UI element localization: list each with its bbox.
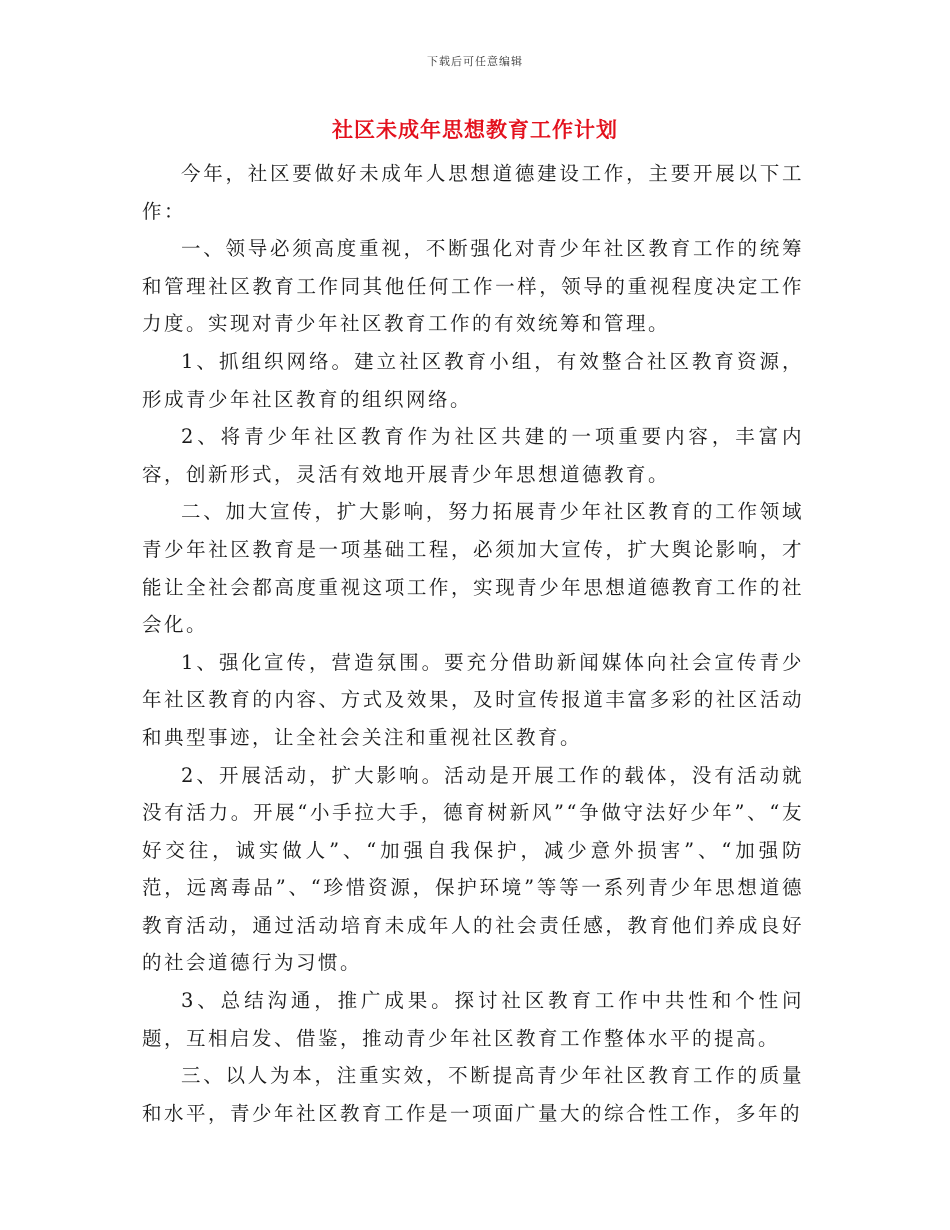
paragraph-item-2-1: 1、强化宣传，营造氛围。要充分借助新闻媒体向社会宣传青少年社区教育的内容、方式及效果，及时宣传报道丰富多彩的社区活动和典型事迹，让全社会关注和重视社区教育。: [142, 650, 804, 749]
paragraph-item-2-3: 3、总结沟通，推广成果。探讨社区教育工作中共性和个性问题，互相启发、借鉴，推动青少年社区教育工作整体水平的提高。: [142, 989, 804, 1050]
paragraph-item-1-1: 1、抓组织网络。建立社区教育小组，有效整合社区教育资源，形成青少年社区教育的组织网络。: [142, 349, 804, 411]
paragraph-section-2: 二、加大宣传，扩大影响，努力拓展青少年社区教育的工作领域青少年社区教育是一项基础工程，必须加大宣传，扩大舆论影响，才能让全社会都高度重视这项工作，实现青少年思想道德教育工作的社会化。: [142, 500, 804, 637]
header-note: 下载后可任意编辑: [427, 55, 523, 68]
paragraph-section-1: 一、领导必须高度重视，不断强化对青少年社区教育工作的统筹和管理社区教育工作同其他任何工作一样，领导的重视程度决定工作力度。实现对青少年社区教育工作的有效统筹和管理。: [142, 237, 804, 336]
paragraph-intro: 今年，社区要做好未成年人思想道德建设工作，主要开展以下工作：: [142, 162, 804, 223]
paragraph-item-1-2: 2、将青少年社区教育作为社区共建的一项重要内容，丰富内容，创新形式，灵活有效地开展青少年思想道德教育。: [142, 425, 804, 486]
paragraph-item-2-2: 2、开展活动，扩大影响。活动是开展工作的载体，没有活动就没有活力。开展“小手拉大手，德育树新风”“争做守法好少年”、“友好交往，诚实做人”、“加强自我保护，减少意外损害”、“加强防范，远离毒品”、“珍惜资源，保护环境”等等一系列青少年思想道德教育活动，通过活动培育未成年人的社会责任感，教育他们养成良好的社会道德行为习惯。: [142, 763, 804, 975]
document-title: 社区未成年思想教育工作计划: [332, 117, 618, 142]
paragraph-section-3: 三、以人为本，注重实效，不断提高青少年社区教育工作的质量和水平，青少年社区教育工作是一项面广量大的综合性工作，多年的: [142, 1064, 804, 1125]
document-body: [142, 155, 804, 1132]
